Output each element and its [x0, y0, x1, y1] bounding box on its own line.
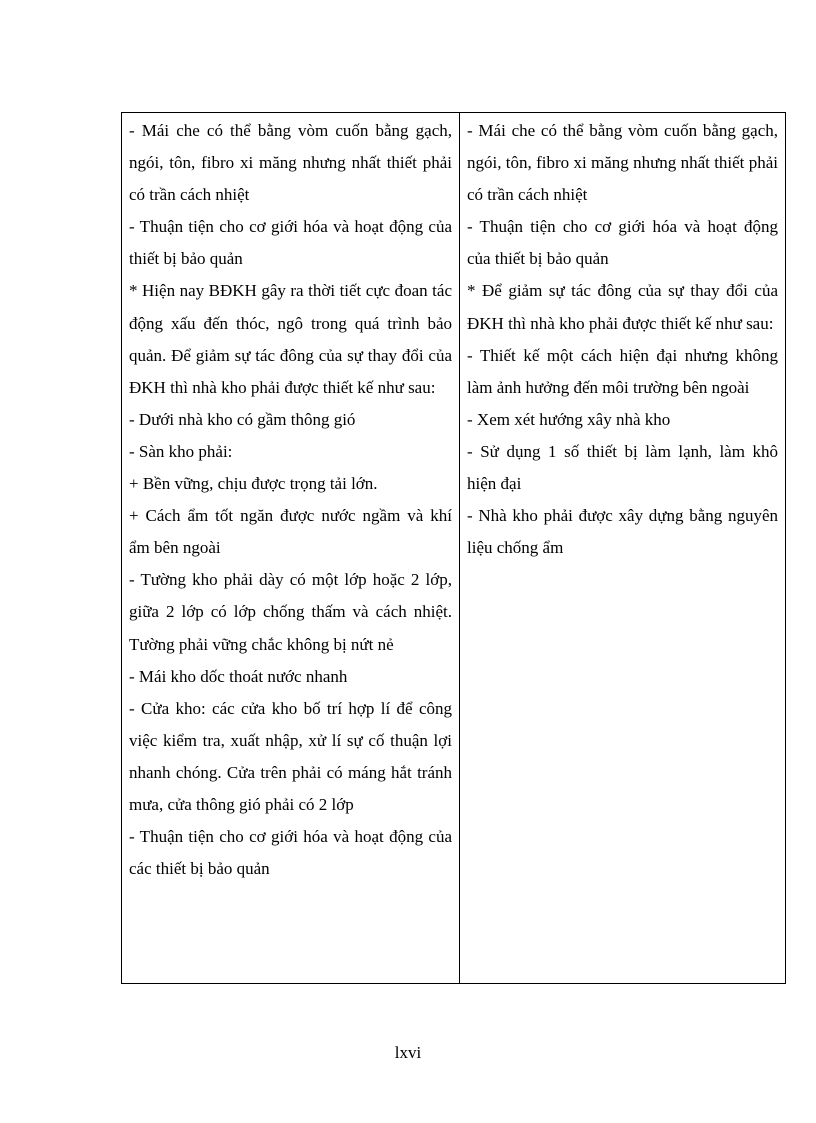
page-number: lxvi — [394, 1043, 422, 1062]
right-paragraph: - Thiết kế một cách hiện đại nhưng không làm ảnh hưởng đến môi trường bên ngoài — [467, 345, 778, 397]
left-paragraph: * Hiện nay BĐKH gây ra thời tiết cực đoan tác động xấu đến thóc, ngô trong quá trình bảo quản. Để giảm sự tác đông của sự thay đổi của ĐKH thì nhà kho phải được thiết kế như sau: — [129, 281, 452, 397]
left-paragraph: - Cửa kho: các cửa kho bố trí hợp lí để công việc kiểm tra, xuất nhập, xử lí sự cố thuận lợi nhanh chóng. Cửa trên phải có máng hắt tránh mưa, cửa thông gió phải có 2 lớp — [129, 698, 452, 814]
right-paragraph: - Nhà kho phải được xây dựng bằng nguyên liệu chống ẩm — [467, 506, 778, 558]
left-paragraph: - Thuận tiện cho cơ giới hóa và hoạt động của các thiết bị bảo quản — [129, 827, 452, 879]
left-column-cell — [122, 113, 460, 984]
left-paragraph: - Thuận tiện cho cơ giới hóa và hoạt động của thiết bị bảo quản — [129, 217, 452, 269]
left-paragraph: - Dưới nhà kho có gầm thông gió — [129, 409, 356, 429]
comparison-table — [121, 112, 786, 984]
right-paragraph: - Sử dụng 1 số thiết bị làm lạnh, làm khô hiện đại — [467, 441, 778, 494]
left-paragraph: - Sàn kho phải: — [129, 441, 233, 461]
right-paragraph: - Thuận tiện cho cơ giới hóa và hoạt động của thiết bị bảo quản — [467, 217, 778, 269]
right-column-cell — [460, 113, 786, 984]
right-paragraph: - Mái che có thể bằng vòm cuốn bằng gạch, ngói, tôn, fibro xi măng nhưng nhất thiết phải có trần cách nhiệt — [467, 121, 778, 205]
left-paragraph: + Bền vững, chịu được trọng tải lớn. — [129, 474, 378, 494]
left-paragraph: - Mái kho dốc thoát nước nhanh — [129, 666, 348, 686]
right-paragraph: * Để giảm sự tác đông của sự thay đổi của ĐKH thì nhà kho phải được thiết kế như sau: — [467, 281, 778, 333]
left-paragraph: - Tường kho phải dày có một lớp hoặc 2 lớp, giữa 2 lớp có lớp chống thấm và cách nhiệt. Tường phải vững chắc không bị nứt nẻ — [129, 570, 452, 654]
right-paragraph: - Xem xét hướng xây nhà kho — [467, 409, 671, 429]
table-row — [122, 113, 786, 984]
left-paragraph: + Cách ẩm tốt ngăn được nước ngầm và khí ẩm bên ngoài — [129, 506, 452, 558]
left-paragraph: - Mái che có thể bằng vòm cuốn bằng gạch, ngói, tôn, fibro xi măng nhưng nhất thiết phải có trần cách nhiệt — [129, 121, 452, 205]
